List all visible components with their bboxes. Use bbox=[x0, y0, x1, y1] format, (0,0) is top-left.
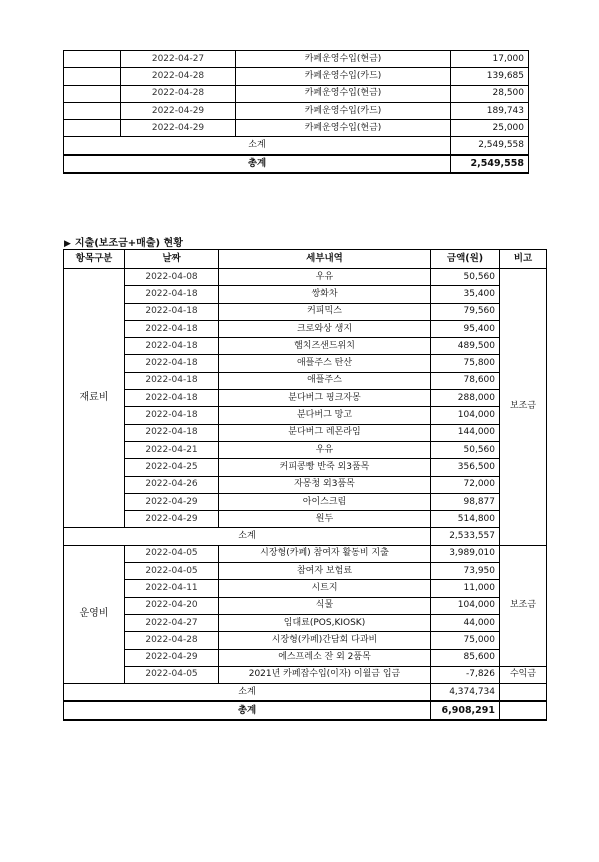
income-amount-cell: 189,743 bbox=[451, 102, 529, 119]
material-desc-cell: 커피믹스 bbox=[219, 303, 431, 320]
expense-total-value: 6,908,291 bbox=[431, 701, 500, 719]
income-date-cell: 2022-04-28 bbox=[121, 68, 236, 85]
material-row bbox=[64, 355, 547, 372]
material-row bbox=[64, 424, 547, 441]
material-amount-cell: 95,400 bbox=[431, 320, 500, 337]
operating-desc-cell: 시트지 bbox=[219, 580, 431, 597]
operating-row bbox=[64, 580, 547, 597]
operating-row bbox=[64, 597, 547, 614]
material-desc-cell: 자몽청 외3품목 bbox=[219, 476, 431, 493]
income-desc-cell: 카페운영수입(카드) bbox=[236, 102, 451, 119]
material-desc-cell: 원두 bbox=[219, 511, 431, 528]
material-row bbox=[64, 459, 547, 476]
material-date-cell: 2022-04-29 bbox=[125, 493, 219, 510]
revenue-date-cell: 2022-04-05 bbox=[125, 666, 219, 683]
material-amount-cell: 104,000 bbox=[431, 407, 500, 424]
operating-row bbox=[64, 614, 547, 631]
material-date-cell: 2022-04-21 bbox=[125, 441, 219, 458]
material-desc-cell: 우유 bbox=[219, 269, 431, 286]
material-subtotal-value: 2,533,557 bbox=[431, 528, 500, 545]
income-table-body bbox=[64, 51, 529, 174]
income-category-cell bbox=[64, 85, 121, 102]
material-row bbox=[64, 286, 547, 303]
income-amount-cell: 25,000 bbox=[451, 120, 529, 137]
material-desc-cell: 애플주스 bbox=[219, 372, 431, 389]
operating-date-cell: 2022-04-05 bbox=[125, 545, 219, 562]
income-row bbox=[64, 51, 529, 68]
material-desc-cell: 쌍화차 bbox=[219, 286, 431, 303]
expense-total-row bbox=[64, 701, 547, 719]
operating-amount-cell: 3,989,010 bbox=[431, 545, 500, 562]
income-row bbox=[64, 102, 529, 119]
expense-section-title bbox=[64, 234, 183, 249]
header-date: 날짜 bbox=[125, 250, 219, 269]
income-date-cell: 2022-04-29 bbox=[121, 102, 236, 119]
income-total-row bbox=[64, 155, 529, 173]
operating-row bbox=[64, 649, 547, 666]
operating-row bbox=[64, 545, 547, 562]
operating-subtotal-label: 소계 bbox=[64, 684, 431, 702]
operating-revenue-row bbox=[64, 666, 547, 683]
operating-category-cell: 운영비 bbox=[64, 545, 125, 683]
material-date-cell: 2022-04-25 bbox=[125, 459, 219, 476]
operating-row bbox=[64, 563, 547, 580]
operating-amount-cell: 104,000 bbox=[431, 597, 500, 614]
material-desc-cell: 분다버그 핑크자몽 bbox=[219, 390, 431, 407]
material-desc-cell: 분다버그 망고 bbox=[219, 407, 431, 424]
operating-date-cell: 2022-04-11 bbox=[125, 580, 219, 597]
material-date-cell: 2022-04-26 bbox=[125, 476, 219, 493]
material-row bbox=[64, 407, 547, 424]
expense-total-label: 총계 bbox=[64, 701, 431, 719]
material-desc-cell: 아이스크림 bbox=[219, 493, 431, 510]
section-arrow-icon: ▶ bbox=[64, 239, 71, 249]
material-subtotal-row bbox=[64, 528, 547, 545]
material-row bbox=[64, 441, 547, 458]
income-desc-cell: 카페운영수입(카드) bbox=[236, 68, 451, 85]
operating-subtotal-note bbox=[500, 684, 547, 702]
material-row bbox=[64, 303, 547, 320]
expense-table-body bbox=[64, 269, 547, 720]
material-desc-cell: 커피콩빵 반죽 외3품목 bbox=[219, 459, 431, 476]
material-amount-cell: 50,560 bbox=[431, 269, 500, 286]
operating-desc-cell: 임대료(POS,KIOSK) bbox=[219, 614, 431, 631]
income-date-cell: 2022-04-29 bbox=[121, 120, 236, 137]
header-category: 항목구분 bbox=[64, 250, 125, 269]
material-amount-cell: 356,500 bbox=[431, 459, 500, 476]
operating-date-cell: 2022-04-28 bbox=[125, 632, 219, 649]
operating-subtotal-value: 4,374,734 bbox=[431, 684, 500, 702]
income-category-cell bbox=[64, 102, 121, 119]
income-date-cell: 2022-04-27 bbox=[121, 51, 236, 68]
material-note-cell: 보조금 bbox=[500, 269, 547, 546]
operating-date-cell: 2022-04-20 bbox=[125, 597, 219, 614]
material-date-cell: 2022-04-18 bbox=[125, 355, 219, 372]
material-amount-cell: 75,800 bbox=[431, 355, 500, 372]
income-row bbox=[64, 120, 529, 137]
material-date-cell: 2022-04-18 bbox=[125, 303, 219, 320]
operating-desc-cell: 시장형(카페) 참여자 활동비 지출 bbox=[219, 545, 431, 562]
material-amount-cell: 78,600 bbox=[431, 372, 500, 389]
operating-date-cell: 2022-04-05 bbox=[125, 563, 219, 580]
material-amount-cell: 98,877 bbox=[431, 493, 500, 510]
material-row bbox=[64, 476, 547, 493]
income-amount-cell: 28,500 bbox=[451, 85, 529, 102]
income-total-label: 총계 bbox=[64, 155, 451, 173]
material-row bbox=[64, 269, 547, 286]
expense-table bbox=[63, 249, 547, 721]
expense-title-text: 지출(보조금+매출) 현황 bbox=[74, 238, 183, 249]
material-amount-cell: 489,500 bbox=[431, 338, 500, 355]
material-desc-cell: 햄치즈샌드위치 bbox=[219, 338, 431, 355]
material-row bbox=[64, 390, 547, 407]
income-desc-cell: 카페운영수입(현금) bbox=[236, 85, 451, 102]
income-desc-cell: 카페운영수입(현금) bbox=[236, 51, 451, 68]
material-desc-cell: 애플주스 탄산 bbox=[219, 355, 431, 372]
material-desc-cell: 크로와상 생지 bbox=[219, 320, 431, 337]
material-date-cell: 2022-04-18 bbox=[125, 372, 219, 389]
material-amount-cell: 514,800 bbox=[431, 511, 500, 528]
operating-date-cell: 2022-04-29 bbox=[125, 649, 219, 666]
expense-header-row bbox=[64, 250, 547, 269]
expense-total-note bbox=[500, 701, 547, 719]
material-desc-cell: 분다버그 레몬라임 bbox=[219, 424, 431, 441]
revenue-amount-cell: -7,826 bbox=[431, 666, 500, 683]
operating-amount-cell: 73,950 bbox=[431, 563, 500, 580]
operating-amount-cell: 44,000 bbox=[431, 614, 500, 631]
income-subtotal-label: 소계 bbox=[64, 137, 451, 155]
income-amount-cell: 139,685 bbox=[451, 68, 529, 85]
material-subtotal-label: 소계 bbox=[64, 528, 431, 545]
material-row bbox=[64, 493, 547, 510]
material-row bbox=[64, 338, 547, 355]
operating-desc-cell: 참여자 보험료 bbox=[219, 563, 431, 580]
material-date-cell: 2022-04-18 bbox=[125, 320, 219, 337]
operating-desc-cell: 시장형(카페)간담회 다과비 bbox=[219, 632, 431, 649]
operating-amount-cell: 11,000 bbox=[431, 580, 500, 597]
header-note: 비고 bbox=[500, 250, 547, 269]
revenue-note-cell: 수익금 bbox=[500, 666, 547, 683]
material-amount-cell: 72,000 bbox=[431, 476, 500, 493]
operating-date-cell: 2022-04-27 bbox=[125, 614, 219, 631]
material-date-cell: 2022-04-18 bbox=[125, 424, 219, 441]
income-category-cell bbox=[64, 51, 121, 68]
material-row bbox=[64, 511, 547, 528]
material-amount-cell: 79,560 bbox=[431, 303, 500, 320]
income-subtotal-row bbox=[64, 137, 529, 155]
income-date-cell: 2022-04-28 bbox=[121, 85, 236, 102]
income-category-cell bbox=[64, 120, 121, 137]
material-date-cell: 2022-04-18 bbox=[125, 407, 219, 424]
operating-desc-cell: 에스프레소 잔 외 2품목 bbox=[219, 649, 431, 666]
income-total-value: 2,549,558 bbox=[451, 155, 529, 173]
material-date-cell: 2022-04-29 bbox=[125, 511, 219, 528]
operating-row bbox=[64, 632, 547, 649]
income-amount-cell: 17,000 bbox=[451, 51, 529, 68]
material-date-cell: 2022-04-18 bbox=[125, 338, 219, 355]
operating-amount-cell: 75,000 bbox=[431, 632, 500, 649]
material-amount-cell: 50,560 bbox=[431, 441, 500, 458]
material-amount-cell: 288,000 bbox=[431, 390, 500, 407]
revenue-desc-cell: 2021년 카페잡수입(이자) 이월금 입금 bbox=[219, 666, 431, 683]
operating-subtotal-row bbox=[64, 684, 547, 702]
material-amount-cell: 35,400 bbox=[431, 286, 500, 303]
header-desc: 세부내역 bbox=[219, 250, 431, 269]
income-row bbox=[64, 68, 529, 85]
material-category-cell: 재료비 bbox=[64, 269, 125, 528]
operating-amount-cell: 85,600 bbox=[431, 649, 500, 666]
material-desc-cell: 우유 bbox=[219, 441, 431, 458]
material-row bbox=[64, 372, 547, 389]
income-table bbox=[63, 50, 529, 174]
income-subtotal-value: 2,549,558 bbox=[451, 137, 529, 155]
material-amount-cell: 144,000 bbox=[431, 424, 500, 441]
operating-desc-cell: 식물 bbox=[219, 597, 431, 614]
material-date-cell: 2022-04-18 bbox=[125, 390, 219, 407]
header-amount: 금액(원) bbox=[431, 250, 500, 269]
income-desc-cell: 카페운영수입(현금) bbox=[236, 120, 451, 137]
material-date-cell: 2022-04-08 bbox=[125, 269, 219, 286]
income-category-cell bbox=[64, 68, 121, 85]
operating-note-cell: 보조금 bbox=[500, 545, 547, 666]
material-row bbox=[64, 320, 547, 337]
income-row bbox=[64, 85, 529, 102]
material-date-cell: 2022-04-18 bbox=[125, 286, 219, 303]
